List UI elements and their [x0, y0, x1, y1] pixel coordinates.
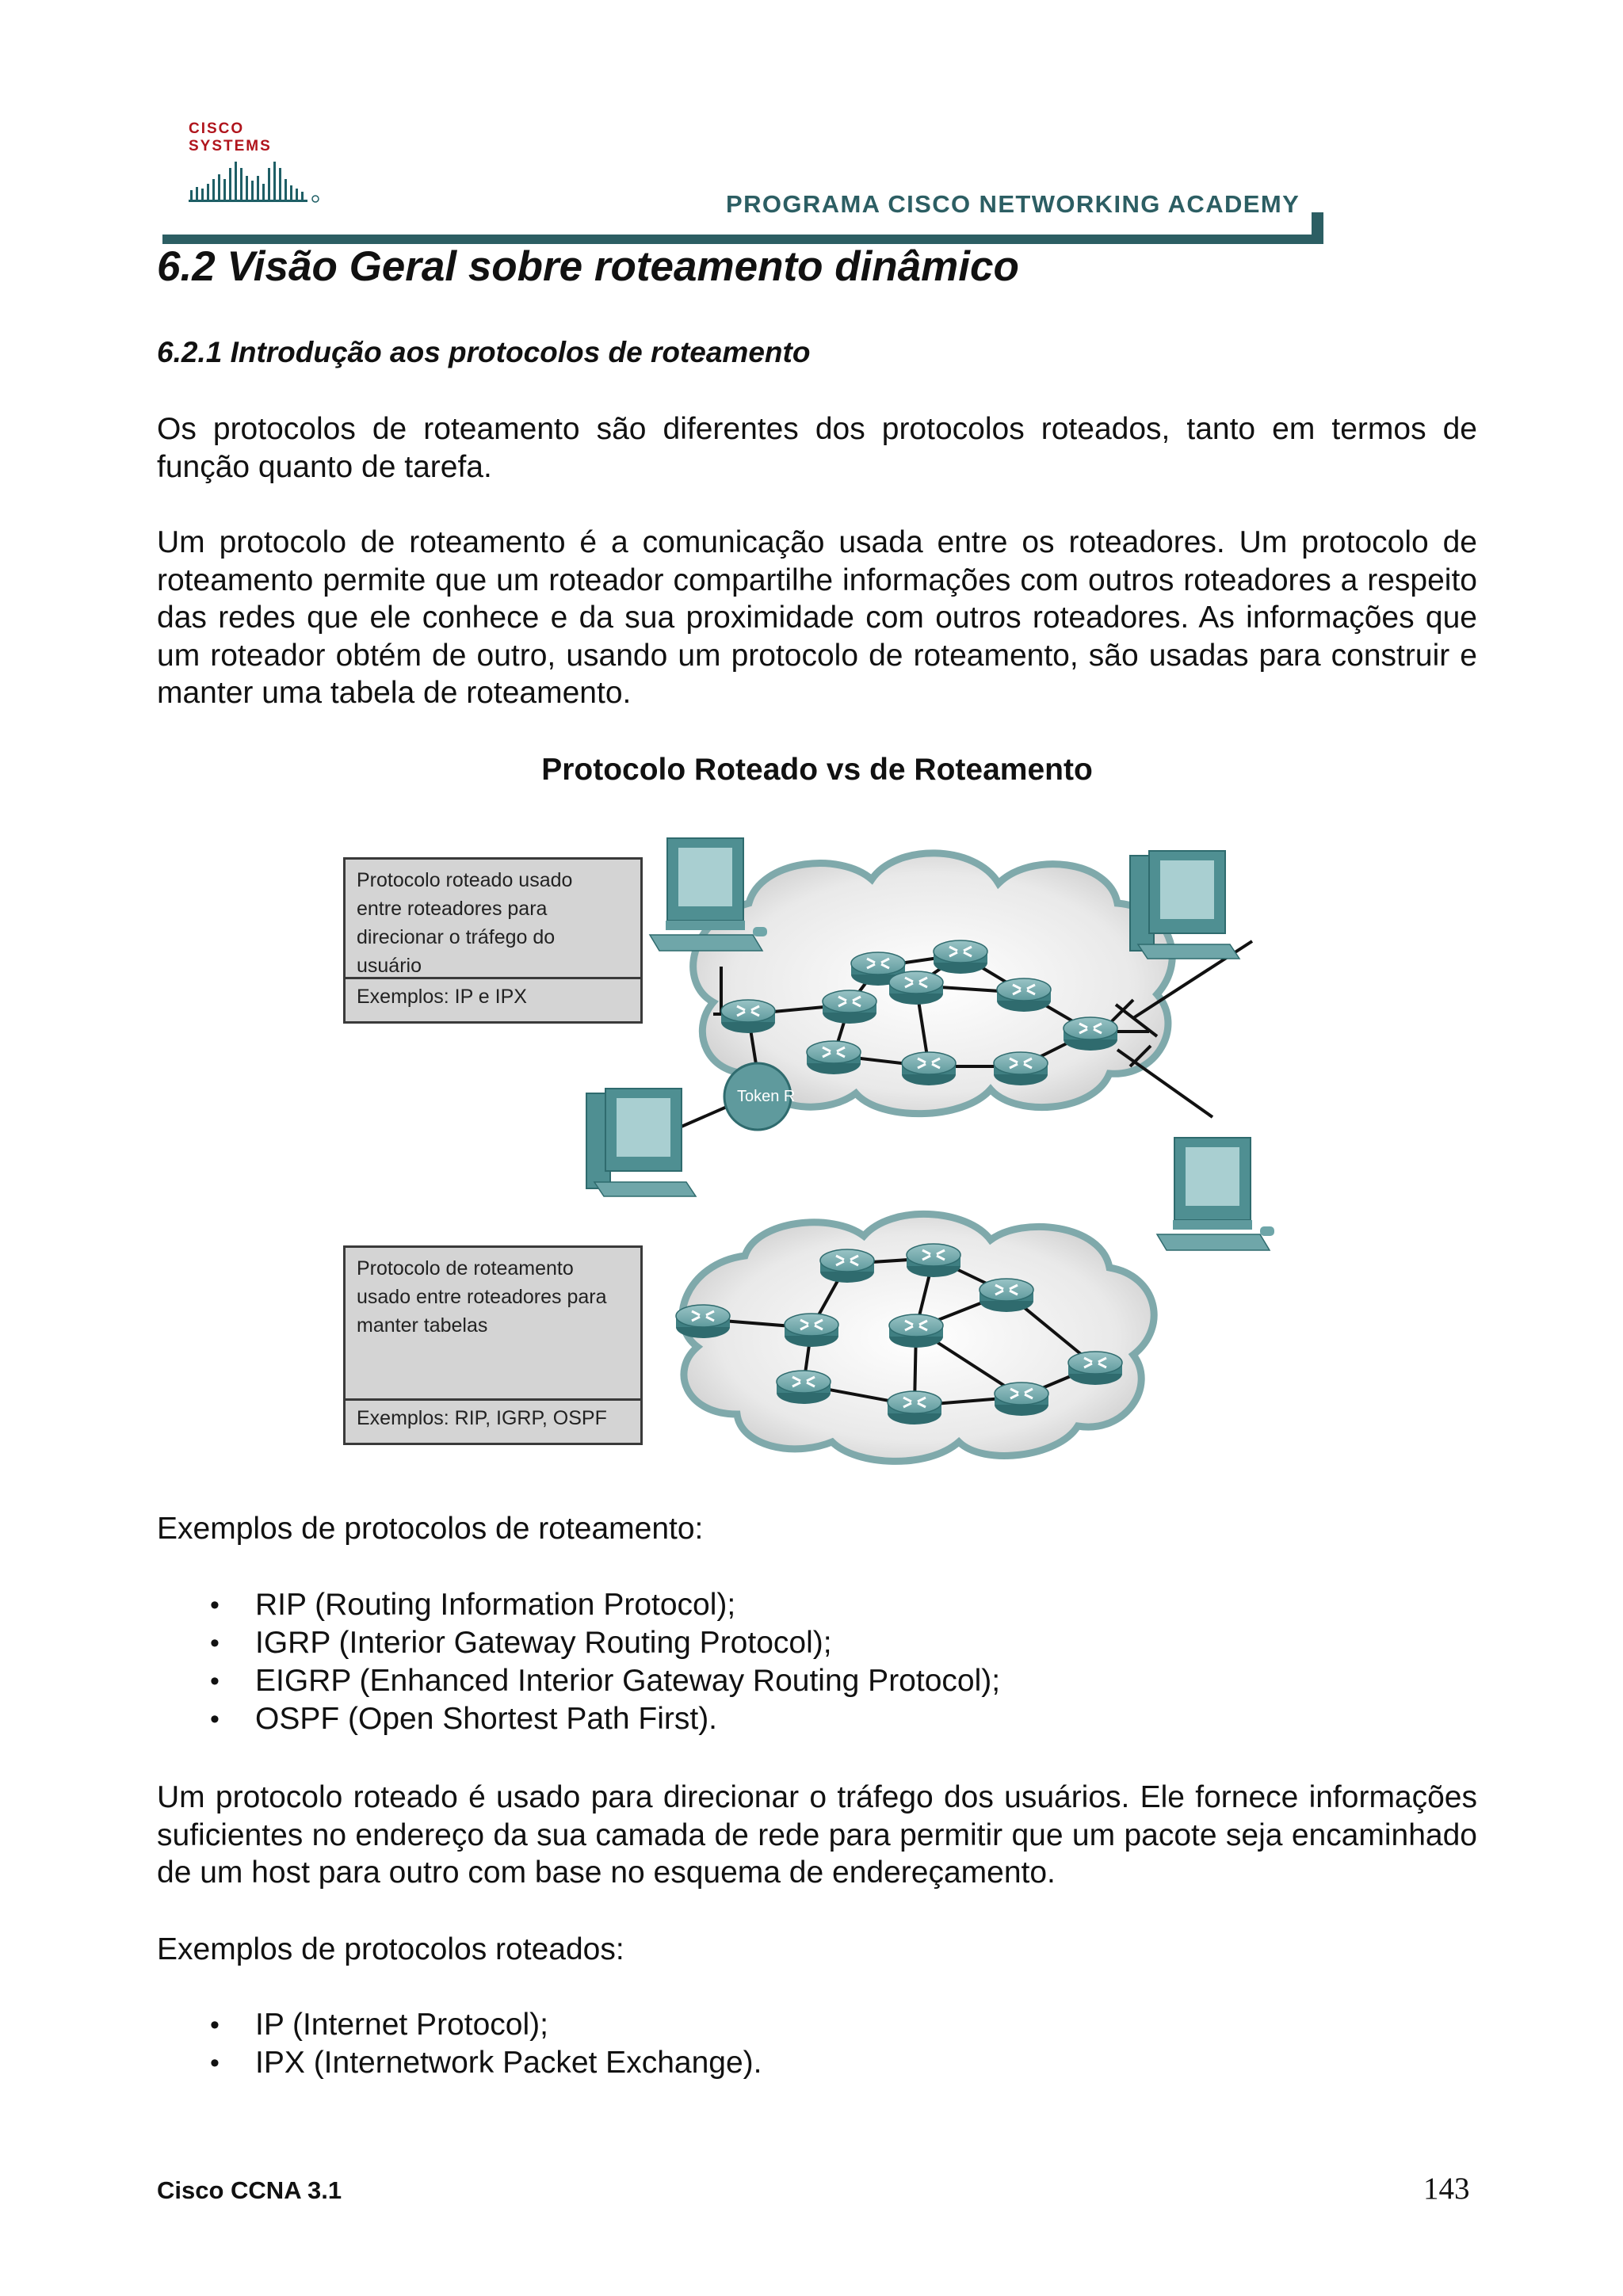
paragraph-routed-protocol: Um protocolo roteado é usado para direcionar o tráfego dos usuários. Ele fornece informações suficientes no endereço da sua camada de rede para permitir que um pacote seja encaminhado de um host para outro com base no esquema de endereçamento.: [157, 1780, 1477, 1890]
section-title: 6.2.1 Introdução aos protocolos de roteamento: [157, 336, 811, 368]
page-number: 143: [1423, 2172, 1470, 2206]
footer-course-label: Cisco CCNA 3.1: [157, 2176, 342, 2204]
header-rule: [162, 212, 1323, 244]
list-item: • IPX (Internetwork Packet Exchange).: [198, 2044, 762, 2082]
token-ring-label: Token R: [737, 1088, 796, 1105]
callout-routing-line: manter tabelas: [357, 1314, 488, 1337]
list-item: • RIP (Routing Information Protocol);: [198, 1586, 1000, 1624]
figure-title: Protocolo Roteado vs de Roteamento: [541, 753, 1093, 787]
list-item: • EIGRP (Enhanced Interior Gateway Routing Protocol);: [198, 1662, 1000, 1700]
list-item: • IGRP (Interior Gateway Routing Protocol);: [198, 1624, 1000, 1662]
cisco-bridge-icon: [189, 155, 323, 204]
cisco-logo: [189, 120, 323, 192]
callout-routing-protocol: [343, 1245, 643, 1445]
academy-label: PROGRAMA CISCO NETWORKING ACADEMY: [726, 190, 1300, 218]
paragraph-routing-protocol: Um protocolo de roteamento é a comunicação usada entre os roteadores. Um protocolo de roteamento permite que um roteador compartilhe informações com outros roteadores a respeito das redes que ele conhece e da sua proximidade com outros roteadores. As informações que um roteador obtém de outro, usando um protocolo de roteamento, são usadas para construir e manter uma tabela de roteamento.: [157, 525, 1477, 710]
routing-figure: [317, 824, 1347, 1482]
callout-routed-protocol: [343, 857, 643, 1024]
routed-examples-list: [198, 2006, 762, 2082]
callout-routed-examples: Exemplos: IP e IPX: [346, 977, 640, 1014]
callout-routing-line: Protocolo de roteamento: [357, 1257, 574, 1280]
pc-right-icon: [1157, 1138, 1274, 1250]
list-item: • OSPF (Open Shortest Path First).: [198, 1700, 1000, 1738]
routing-examples-list: [198, 1586, 1000, 1738]
callout-routed-line: Protocolo roteado usado: [357, 869, 573, 891]
callout-routed-line: direcionar o tráfego do: [357, 926, 556, 948]
tower-pc-left-icon: [586, 1089, 696, 1196]
tower-pc-top-right-icon: [1130, 851, 1239, 959]
page-title: 6.2 Visão Geral sobre roteamento dinâmico: [157, 243, 1019, 290]
paragraph-intro: Os protocolos de roteamento são diferentes dos protocolos roteados, tanto em termos de função quanto de tarefa.: [157, 412, 1477, 484]
callout-routed-line: entre roteadores para: [357, 898, 548, 920]
callout-routing-line: usado entre roteadores para: [357, 1286, 607, 1308]
routed-examples-intro: Exemplos de protocolos roteados:: [157, 1932, 624, 1966]
list-item: • IP (Internet Protocol);: [198, 2006, 762, 2044]
callout-routing-examples: Exemplos: RIP, IGRP, OSPF: [346, 1398, 640, 1436]
cisco-logo-text: CISCO SYSTEMS: [189, 120, 272, 154]
routing-examples-intro: Exemplos de protocolos de roteamento:: [157, 1512, 704, 1546]
callout-routed-line: usuário: [357, 955, 422, 977]
